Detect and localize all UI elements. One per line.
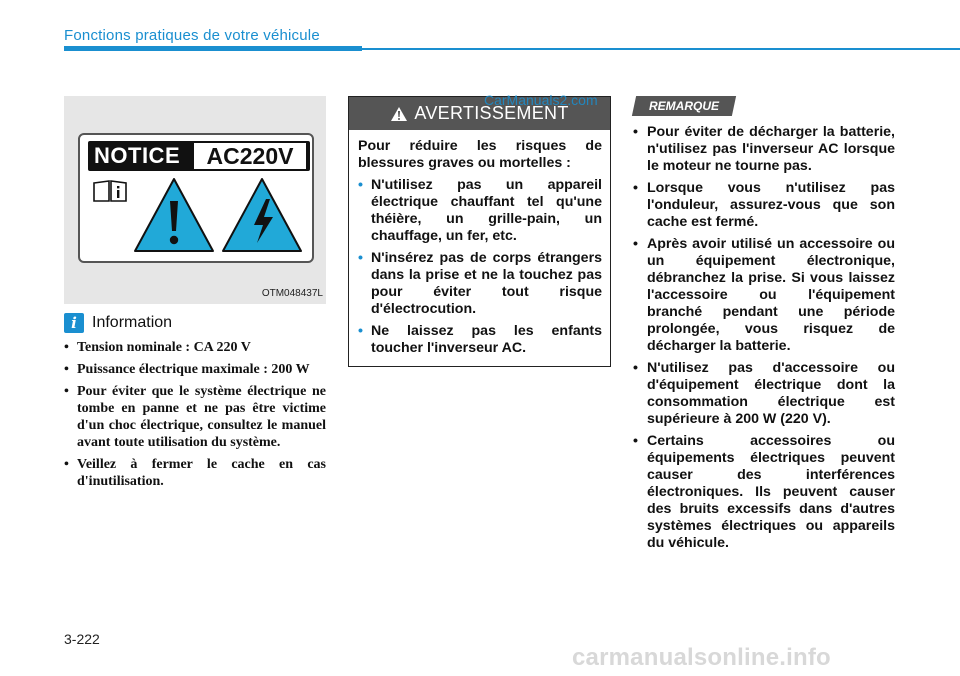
notice-band xyxy=(88,141,310,171)
list-item: • Puissance électrique maximale : 200 W xyxy=(64,361,326,378)
footer-site-mark: carmanualsonline.info xyxy=(572,644,831,671)
warning-triangle-icon xyxy=(390,106,408,122)
list-item: • Ne laissez pas les enfants toucher l'inverseur AC. xyxy=(358,323,602,357)
header-rule-thick xyxy=(64,46,362,51)
electric-shock-icon xyxy=(220,175,304,255)
warning-intro: Pour réduire les risques de blessures graves ou mortelles : xyxy=(358,138,602,171)
list-item: • N'insérez pas de corps étrangers dans la prise et ne la touchez pas pour éviter tout risque d'électrocution. xyxy=(358,250,602,318)
warning-box xyxy=(348,96,611,367)
notice-word: NOTICE xyxy=(94,143,181,168)
section-title: Fonctions pratiques de votre véhicule xyxy=(64,27,320,44)
warning-title: AVERTISSEMENT xyxy=(414,103,569,123)
watermark-text: CarManuals2.com xyxy=(484,92,598,108)
list-item: • Pour éviter que le système électrique ne tombe en panne et ne pas être victime d'un choc électrique, consultez le manuel avant toute utilisation du système. xyxy=(64,383,326,451)
page-number: 3-222 xyxy=(64,631,100,647)
warning-list xyxy=(358,177,602,357)
info-icon: i xyxy=(64,313,84,333)
figure-code: OTM048437L xyxy=(261,288,323,299)
notice-label-figure xyxy=(64,96,326,304)
remark-list xyxy=(633,124,895,557)
list-item: • Pour éviter de décharger la batterie, n'utilisez pas l'inverseur AC lorsque le moteur ne tourne pas. xyxy=(633,124,895,175)
notice-label-card xyxy=(78,133,314,263)
warning-exclamation-icon xyxy=(132,175,216,255)
warning-body xyxy=(349,130,610,357)
list-item: • N'utilisez pas un appareil électrique chauffant tel qu'une théière, un grille-pain, un chauffage, un fer, etc. xyxy=(358,177,602,245)
list-item: • N'utilisez pas d'accessoire ou d'équipement électrique dont la consommation électrique est supérieure à 200 W (220 V). xyxy=(633,360,895,428)
remark-title: REMARQUE xyxy=(648,99,719,113)
list-item: • Veillez à fermer le cache en cas d'inutilisation. xyxy=(64,456,326,490)
header-rule-thin xyxy=(362,48,960,50)
list-item: • Lorsque vous n'utilisez pas l'onduleur, assurez-vous que son cache est fermé. xyxy=(633,180,895,231)
list-item: • Après avoir utilisé un accessoire ou un équipement électronique, débranchez la prise. Si vous laissez l'accessoire ou l'équipement branché pendant une période prolongée, vous risquez de décharger la batterie. xyxy=(633,236,895,355)
information-list xyxy=(64,339,326,495)
manual-book-icon xyxy=(92,179,128,203)
notice-voltage: AC220V xyxy=(194,143,306,169)
list-item: • Certains accessoires ou équipements électriques peuvent causer des interférences électroniques. Ils peuvent causer des bruits excessifs dans d'autres systèmes électriques ou appareils du véhicule. xyxy=(633,433,895,552)
list-item: • Tension nominale : CA 220 V xyxy=(64,339,326,356)
remark-tag xyxy=(632,96,736,116)
information-title: Information xyxy=(92,314,173,331)
